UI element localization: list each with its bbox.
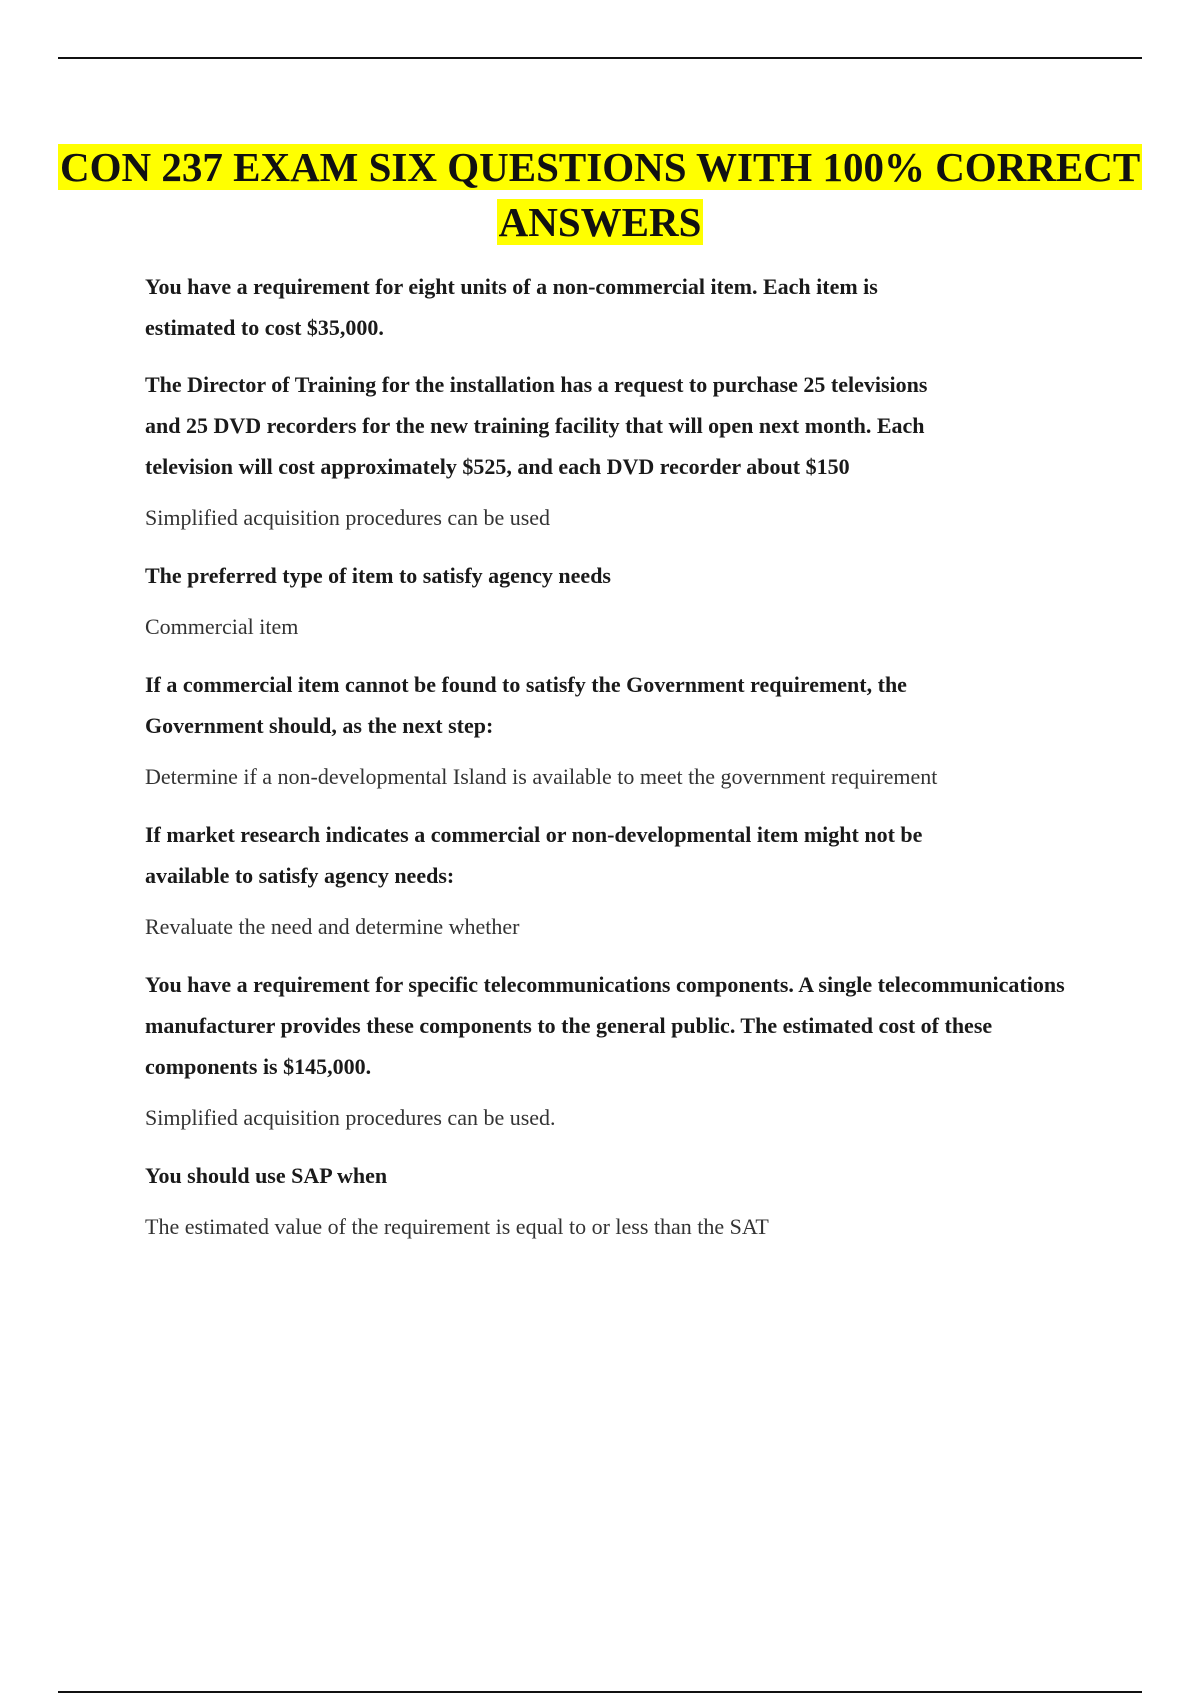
question-text: You have a requirement for specific telecommunications components. A single telecommunications manufacturer provides these components to the general public. The estimated cost of these components is $145,000. [145, 972, 1065, 1079]
qa-item-7 [145, 1155, 1080, 1242]
qa-item-5 [145, 814, 1080, 942]
answer-text: Simplified acquisition procedures can be used. [145, 1105, 556, 1130]
page-title [58, 140, 1142, 250]
qa-item-6 [145, 964, 1080, 1133]
qa-item-3 [145, 555, 1080, 642]
qa-item-4 [145, 664, 1080, 792]
answer-text: Commercial item [145, 614, 299, 639]
qa-list [145, 266, 1080, 1264]
answer-text: The estimated value of the requirement is equal to or less than the SAT [145, 1214, 769, 1239]
qa-item-1 [145, 266, 1080, 348]
answer-text: Determine if a non-developmental Island is available to meet the government requirement [145, 764, 938, 789]
question-text: The Director of Training for the installation has a request to purchase 25 televisions and 25 DVD recorders for the new training facility that will open next month. Each television will cost approximately $525, and each DVD recorder about $150 [145, 372, 928, 479]
question-text: If a commercial item cannot be found to satisfy the Government requirement, the Government should, as the next step: [145, 672, 907, 738]
question-text: The preferred type of item to satisfy agency needs [145, 563, 611, 588]
answer-text: Simplified acquisition procedures can be used [145, 505, 551, 530]
qa-item-2 [145, 364, 1080, 533]
answer-text: Revaluate the need and determine whether [145, 914, 520, 939]
question-text: You should use SAP when [145, 1163, 388, 1188]
top-rule [58, 57, 1142, 59]
question-text: You have a requirement for eight units of a non-commercial item. Each item is estimated to cost $35,000. [145, 274, 878, 340]
highlighted-title-text: CON 237 EXAM SIX QUESTIONS WITH 100% CORRECT ANSWERS [60, 144, 1141, 245]
bottom-rule [58, 1691, 1142, 1693]
question-text: If market research indicates a commercial or non-developmental item might not be available to satisfy agency needs: [145, 822, 923, 888]
